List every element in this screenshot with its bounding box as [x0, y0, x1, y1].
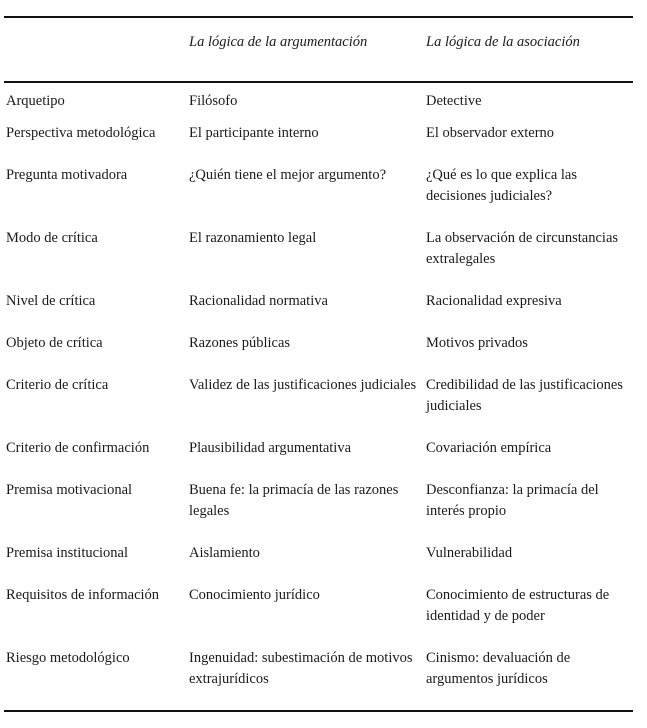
row-label: Premisa motivacional	[6, 482, 133, 498]
cell-text: Detective	[426, 93, 482, 109]
row-label-cell	[4, 123, 187, 165]
association-cell	[424, 228, 633, 291]
row-label-cell	[4, 480, 187, 543]
row-label: Criterio de crítica	[6, 377, 109, 393]
table-row	[4, 375, 633, 438]
row-label-cell	[4, 543, 187, 585]
cell-text: Racionalidad expresiva	[426, 293, 562, 309]
table-row	[4, 81, 633, 123]
argumentation-cell	[187, 438, 424, 480]
row-label-cell	[4, 291, 187, 333]
row-label: Premisa institucional	[6, 545, 129, 561]
cell-text: Motivos privados	[426, 335, 528, 351]
association-cell	[424, 585, 633, 648]
comparison-table	[4, 18, 633, 711]
row-label-cell	[4, 333, 187, 375]
argumentation-cell	[187, 123, 424, 165]
argumentation-cell	[187, 375, 424, 438]
table-row	[4, 585, 633, 648]
cell-text: El participante interno	[189, 125, 319, 141]
row-label: Requisitos de información	[6, 587, 160, 603]
cell-text: ¿Quién tiene el mejor argumento?	[189, 167, 387, 183]
header-label: La lógica de la argumentación	[189, 34, 368, 50]
table-row	[4, 438, 633, 480]
cell-text: La observación de circunstancias extralegales	[426, 230, 619, 267]
cell-text: ¿Qué es lo que explica las decisiones judiciales?	[426, 167, 577, 204]
association-cell	[424, 291, 633, 333]
cell-text: Vulnerabilidad	[426, 545, 513, 561]
cell-text: Cinismo: devaluación de argumentos jurídicos	[426, 650, 571, 687]
row-label: Perspectiva metodológica	[6, 125, 156, 141]
association-cell	[424, 648, 633, 711]
row-label-cell	[4, 585, 187, 648]
row-label: Arquetipo	[6, 93, 65, 109]
cell-text: Validez de las justificaciones judiciales	[189, 377, 417, 393]
cell-text: Filósofo	[189, 93, 238, 109]
cell-text: Aislamiento	[189, 545, 260, 561]
table-row	[4, 291, 633, 333]
cell-text: Covariación empírica	[426, 440, 552, 456]
row-label: Criterio de confirmación	[6, 440, 150, 456]
association-cell	[424, 375, 633, 438]
cell-text: Racionalidad normativa	[189, 293, 328, 309]
row-label-cell	[4, 165, 187, 228]
cell-text: Conocimiento de estructuras de identidad y de poder	[426, 587, 610, 624]
cell-text: Credibilidad de las justificaciones judiciales	[426, 377, 623, 414]
argumentation-cell	[187, 165, 424, 228]
association-cell	[424, 165, 633, 228]
row-label-cell	[4, 375, 187, 438]
table-row	[4, 648, 633, 711]
row-label: Modo de crítica	[6, 230, 98, 246]
header-cell-association	[424, 18, 633, 81]
row-label-cell	[4, 648, 187, 711]
association-cell	[424, 333, 633, 375]
row-label-cell	[4, 228, 187, 291]
cell-text: Conocimiento jurídico	[189, 587, 320, 603]
argumentation-cell	[187, 228, 424, 291]
argumentation-cell	[187, 333, 424, 375]
association-cell	[424, 480, 633, 543]
table-row	[4, 543, 633, 585]
cell-text: El razonamiento legal	[189, 230, 317, 246]
table-row	[4, 165, 633, 228]
association-cell	[424, 123, 633, 165]
table-row	[4, 480, 633, 543]
association-cell	[424, 438, 633, 480]
cell-text: Buena fe: la primacía de las razones legales	[189, 482, 399, 519]
argumentation-cell	[187, 648, 424, 711]
cell-text: Ingenuidad: subestimación de motivos extrajurídicos	[189, 650, 413, 687]
cell-text: Plausibilidad argumentativa	[189, 440, 352, 456]
row-label: Objeto de crítica	[6, 335, 103, 351]
argumentation-cell	[187, 543, 424, 585]
argumentation-cell	[187, 81, 424, 123]
association-cell	[424, 81, 633, 123]
table-row	[4, 123, 633, 165]
argumentation-cell	[187, 291, 424, 333]
header-cell-empty	[4, 18, 187, 81]
table-row	[4, 333, 633, 375]
association-cell	[424, 543, 633, 585]
cell-text: Razones públicas	[189, 335, 291, 351]
table-row	[4, 228, 633, 291]
header-cell-argumentation	[187, 18, 424, 81]
row-label: Nivel de crítica	[6, 293, 96, 309]
argumentation-cell	[187, 585, 424, 648]
row-label: Riesgo metodológico	[6, 650, 130, 666]
cell-text: Desconfianza: la primacía del interés propio	[426, 482, 599, 519]
header-row	[4, 18, 633, 81]
argumentation-cell	[187, 480, 424, 543]
row-label-cell	[4, 438, 187, 480]
row-label-cell	[4, 81, 187, 123]
cell-text: El observador externo	[426, 125, 555, 141]
row-label: Pregunta motivadora	[6, 167, 128, 183]
header-label: La lógica de la asociación	[426, 34, 580, 50]
